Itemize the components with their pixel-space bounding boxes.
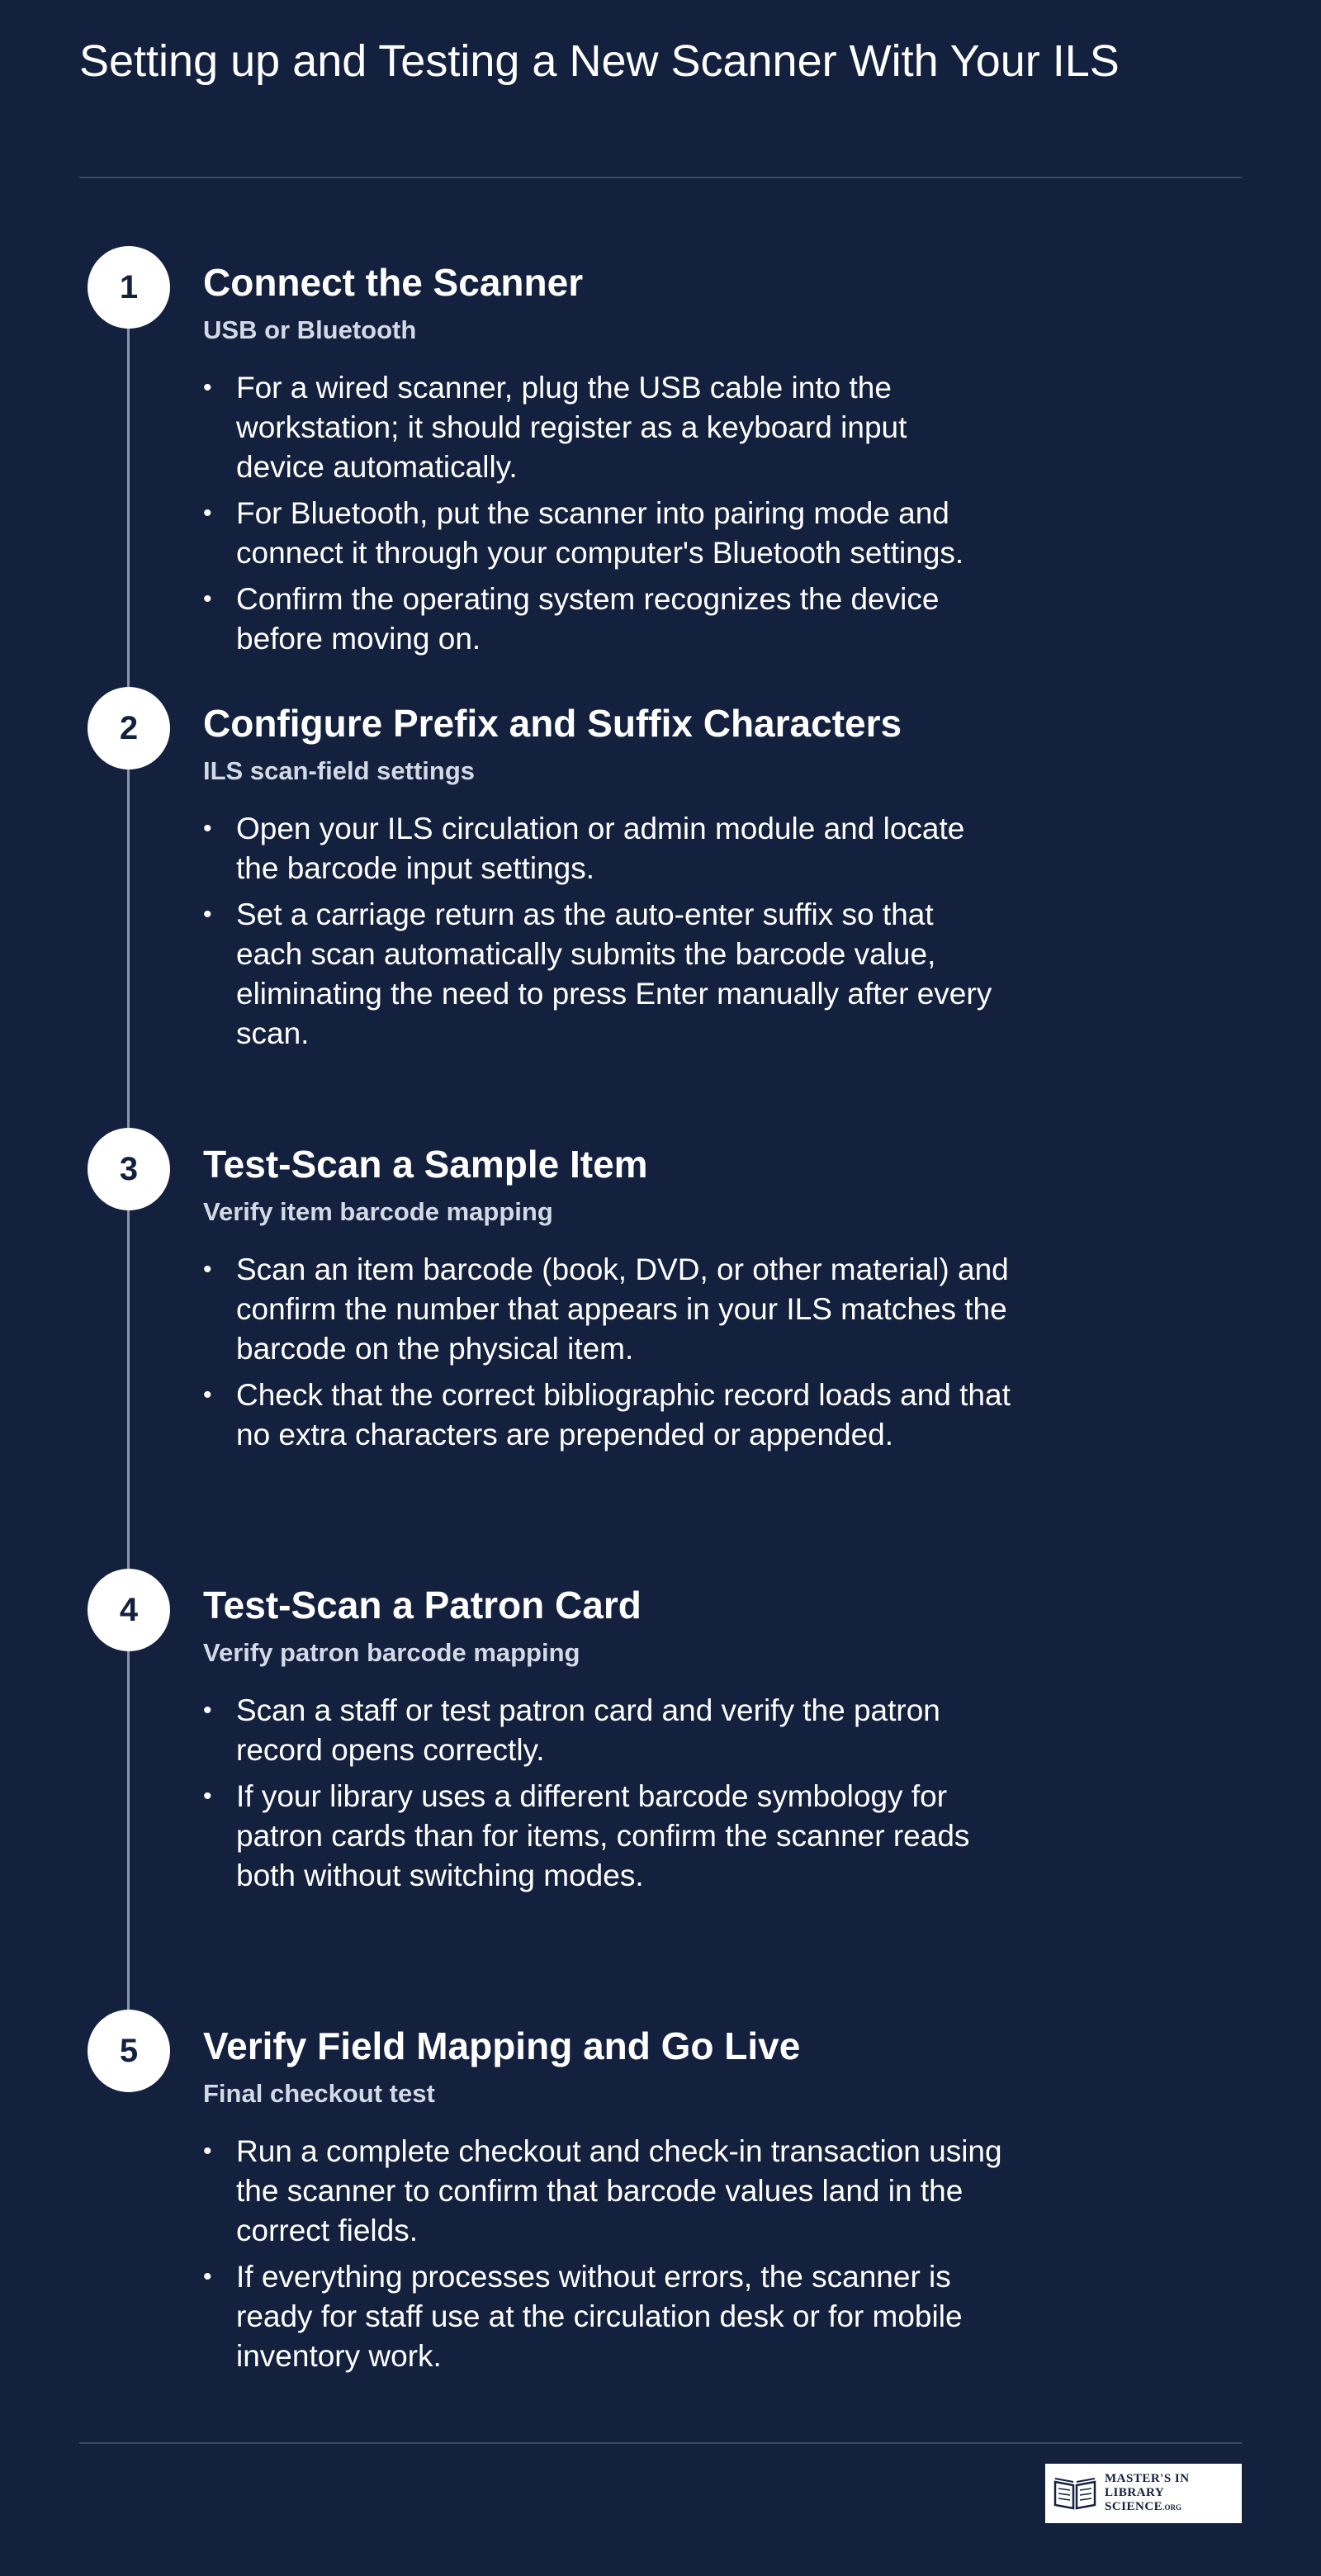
bullet-text: Check that the correct bibliographic record loads and that no extra characters are prepended or appended. xyxy=(236,1378,1011,1451)
step-number-circle: 5 xyxy=(88,2010,170,2092)
step-number-circle: 4 xyxy=(88,1569,170,1651)
bullet-text: Set a carriage return as the auto-enter suffix so that each scan automatically submits the barcode value, eliminating the need to press Enter manually after every scan. xyxy=(236,897,992,1050)
step-bullet: • If everything processes without errors, the scanner is ready for staff use at the circulation desk or for mobile inventory work. xyxy=(203,2260,963,2373)
page-title: Setting up and Testing a New Scanner With Your ILS xyxy=(79,36,1120,86)
step-bullet-list xyxy=(203,809,996,1060)
step-subtitle: Verify item barcode mapping xyxy=(203,1197,553,1226)
step-title: Test-Scan a Sample Item xyxy=(203,1143,648,1186)
step-bullet-list xyxy=(203,1250,1037,1461)
step-bullet-list xyxy=(203,368,979,665)
logo-wordmark xyxy=(1105,2472,1235,2515)
bullet-text: Run a complete checkout and check-in transaction using the scanner to confirm that barcode values land in the correct fields. xyxy=(236,2134,1002,2247)
bullet-text: Confirm the operating system recognizes the device before moving on. xyxy=(236,582,940,656)
bullet-text: For a wired scanner, plug the USB cable into the workstation; it should register as a keyboard input device automatically. xyxy=(236,371,907,484)
step-bullet-list xyxy=(203,1691,1004,1902)
step-subtitle: ILS scan-field settings xyxy=(203,756,476,785)
bullet-text: For Bluetooth, put the scanner into pairing mode and connect it through your computer's Bluetooth settings. xyxy=(236,496,964,570)
bottom-divider xyxy=(79,2442,1242,2444)
top-divider xyxy=(79,177,1242,178)
step-title: Connect the Scanner xyxy=(203,261,584,304)
open-book-icon xyxy=(1052,2475,1098,2512)
step-title: Verify Field Mapping and Go Live xyxy=(203,2024,801,2067)
bullet-text: Open your ILS circulation or admin module and locate the barcode input settings. xyxy=(236,812,965,885)
step-bullet-list xyxy=(203,2132,1029,2383)
step-bullet: • Set a carriage return as the auto-enter suffix so that each scan automatically submits the barcode value, eliminating the need to press Enter manually after every scan. xyxy=(203,897,992,1050)
bullet-text: Scan an item barcode (book, DVD, or other material) and confirm the number that appears in your ILS matches the barcode on the physical item. xyxy=(236,1252,1009,1366)
step-number-circle: 2 xyxy=(88,687,170,769)
step-bullet: • Confirm the operating system recognizes the device before moving on. xyxy=(203,582,940,656)
step-number-circle: 3 xyxy=(88,1128,170,1210)
step-title: Test-Scan a Patron Card xyxy=(203,1584,642,1627)
bullet-text: If everything processes without errors, the scanner is ready for staff use at the circulation desk or for mobile inventory work. xyxy=(236,2260,963,2373)
logo-suffix: .ORG xyxy=(1162,2503,1181,2512)
step-bullet: • For Bluetooth, put the scanner into pairing mode and connect it through your computer's Bluetooth settings. xyxy=(203,496,964,570)
step-bullet: • Scan an item barcode (book, DVD, or other material) and confirm the number that appears in your ILS matches the barcode on the physical item. xyxy=(203,1252,1009,1366)
step-bullet: • Run a complete checkout and check-in transaction using the scanner to confirm that barcode values land in the correct fields. xyxy=(203,2134,1002,2247)
step-number-circle: 1 xyxy=(88,246,170,329)
logo-line-2: LIBRARY SCIENCE xyxy=(1105,2486,1164,2513)
step-subtitle: Final checkout test xyxy=(203,2079,435,2108)
logo-line-1: MASTER'S IN xyxy=(1105,2472,1190,2485)
site-logo xyxy=(1045,2464,1242,2523)
step-bullet: • For a wired scanner, plug the USB cable into the workstation; it should register as a keyboard input device automatically. xyxy=(203,371,907,484)
step-subtitle: USB or Bluetooth xyxy=(203,315,417,344)
step-bullet: • Check that the correct bibliographic record loads and that no extra characters are prepended or appended. xyxy=(203,1378,1011,1451)
step-subtitle: Verify patron barcode mapping xyxy=(203,1638,580,1667)
bullet-text: If your library uses a different barcode symbology for patron cards than for items, confirm the scanner reads both without switching modes. xyxy=(236,1779,970,1892)
step-title: Configure Prefix and Suffix Characters xyxy=(203,702,902,745)
step-bullet: • Scan a staff or test patron card and verify the patron record opens correctly. xyxy=(203,1693,940,1767)
step-bullet: • Open your ILS circulation or admin module and locate the barcode input settings. xyxy=(203,812,965,885)
bullet-text: Scan a staff or test patron card and verify the patron record opens correctly. xyxy=(236,1693,940,1767)
step-bullet: • If your library uses a different barcode symbology for patron cards than for items, confirm the scanner reads both without switching modes. xyxy=(203,1779,970,1892)
